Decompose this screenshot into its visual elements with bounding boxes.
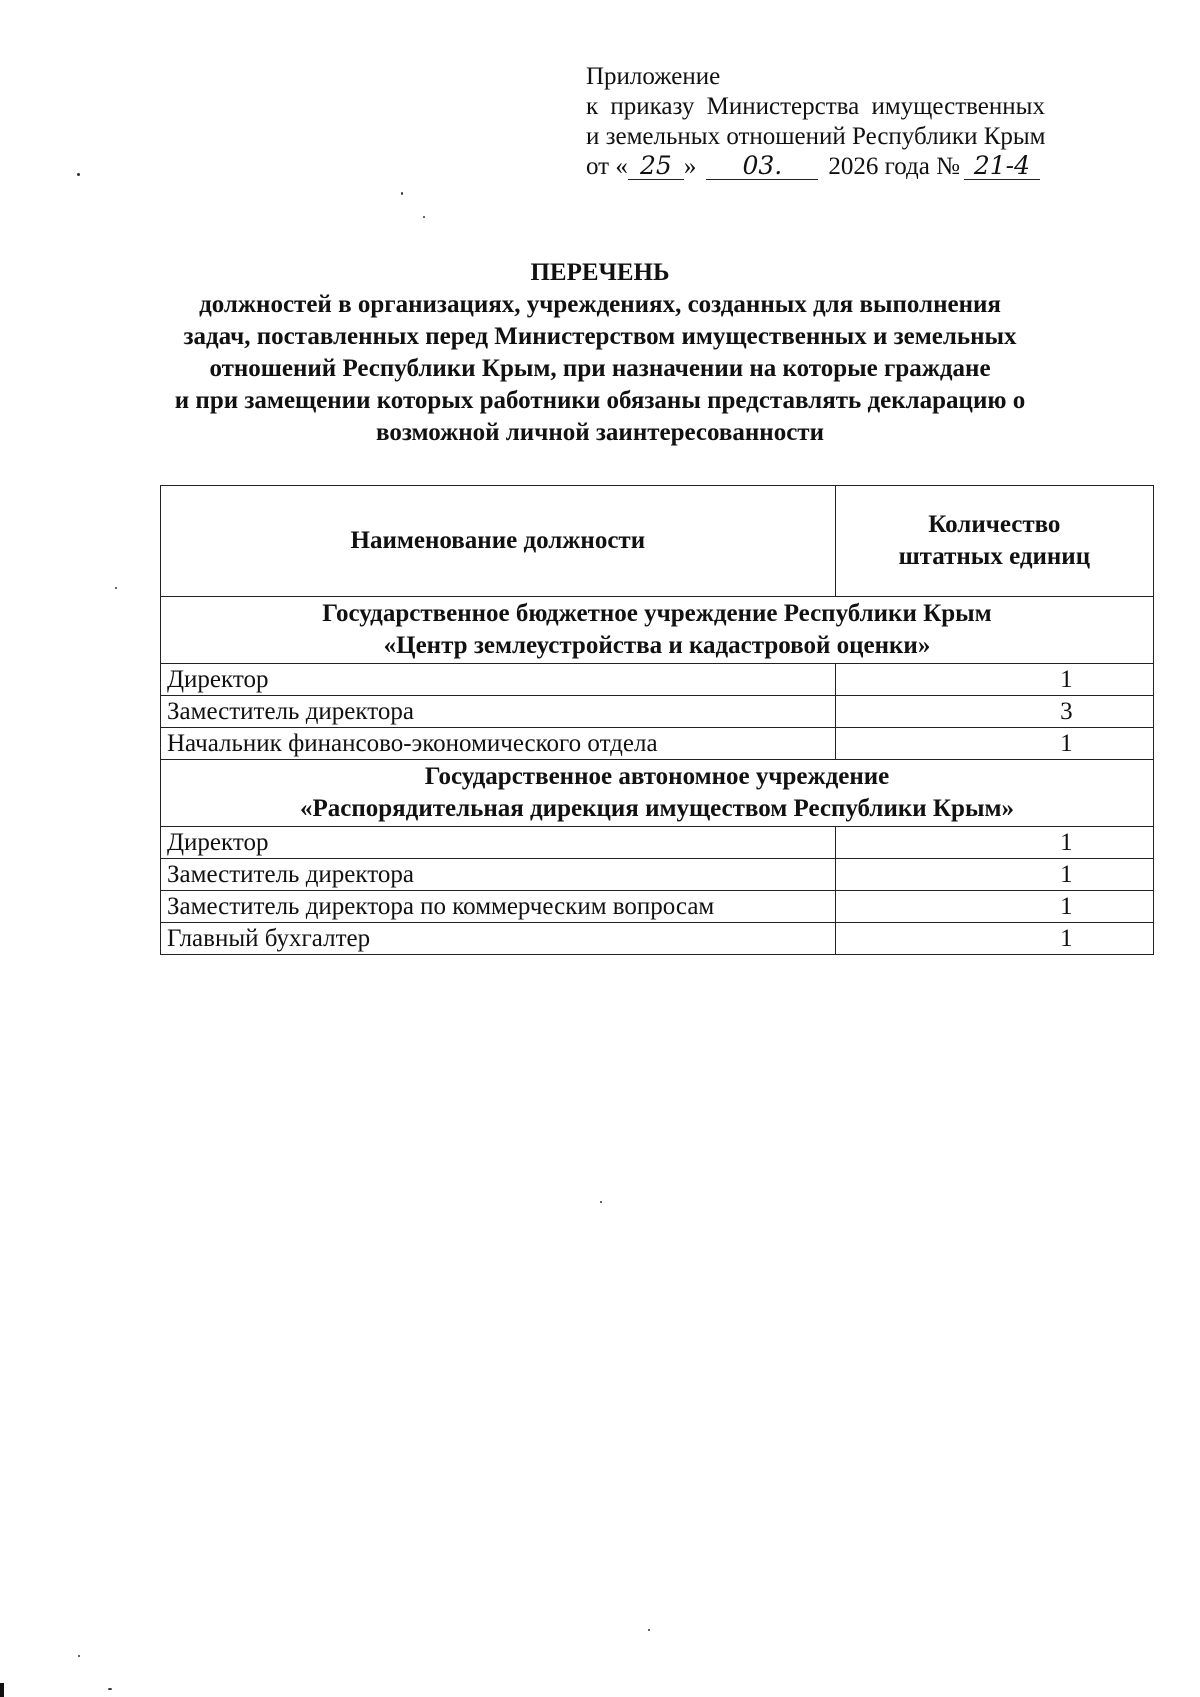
position-count: 1	[835, 827, 1153, 859]
title-heading: ПЕРЕЧЕНЬ	[530, 259, 670, 286]
order-date-line	[586, 152, 1146, 182]
table-row	[161, 923, 1154, 955]
date-prefix: от «	[586, 153, 628, 180]
appendix-header	[586, 62, 1146, 182]
position-title: Главный бухгалтер	[161, 923, 836, 955]
table-row	[161, 696, 1154, 728]
table-row	[161, 891, 1154, 923]
header-staff-count	[835, 486, 1153, 597]
position-title: Заместитель директора	[161, 696, 836, 728]
date-mid: »	[683, 153, 697, 180]
organization-name-line2: «Центр землеустройства и кадастровой оценки»	[383, 632, 931, 659]
position-title: Директор	[161, 827, 836, 859]
appendix-label: Приложение	[586, 63, 721, 90]
title-subtitle-line: и при замещении которых работники обязаны представлять декларацию о	[174, 387, 1026, 414]
scan-speck	[423, 216, 425, 218]
scan-speck	[115, 587, 117, 589]
position-count: 1	[835, 664, 1153, 696]
title-subtitle-line: отношений Республики Крым, при назначении на которые граждане	[209, 355, 991, 382]
position-title: Начальник финансово-экономического отдела	[161, 728, 836, 760]
title-subtitle-line: возможной личной заинтересованности	[376, 419, 824, 446]
scan-speck	[78, 1655, 80, 1657]
header-position-name	[161, 486, 836, 597]
scan-edge-mark	[0, 1683, 4, 1697]
position-count: 1	[835, 728, 1153, 760]
scan-speck	[401, 192, 403, 195]
table-row	[161, 859, 1154, 891]
date-year: 2026 года №	[828, 153, 960, 180]
organization-name-line1: Государственное автономное учреждение	[424, 763, 890, 790]
organization-name	[161, 597, 1154, 664]
position-title: Директор	[161, 664, 836, 696]
organization-row	[161, 760, 1154, 827]
handwritten-order-number: 21-4	[964, 153, 1040, 180]
position-count: 1	[835, 923, 1153, 955]
position-title: Заместитель директора по коммерческим вопросам	[161, 891, 836, 923]
table-row	[161, 728, 1154, 760]
organization-name-line1: Государственное бюджетное учреждение Республики Крым	[322, 600, 992, 627]
position-count: 1	[835, 859, 1153, 891]
organization-name	[161, 760, 1154, 827]
header-staff-count-line2: штатных единиц	[898, 543, 1091, 570]
appendix-ministry-name: и земельных отношений Республики Крым	[586, 123, 1046, 150]
organization-name-line2: «Распорядительная дирекция имуществом Республики Крым»	[299, 795, 1014, 822]
position-count: 1	[835, 891, 1153, 923]
title-subtitle-line: задач, поставленных перед Министерством имущественных и земельных	[183, 323, 1017, 350]
table-header-row	[161, 486, 1154, 597]
scan-speck	[108, 1688, 112, 1690]
organization-row	[161, 597, 1154, 664]
scan-speck	[600, 1201, 602, 1203]
scan-speck	[648, 1629, 650, 1631]
handwritten-month: 03.	[706, 153, 818, 180]
appendix-order-reference: к приказу Министерства имущественных	[586, 93, 1045, 120]
document-title	[140, 257, 1060, 449]
table-row	[161, 664, 1154, 696]
scan-speck	[77, 173, 80, 176]
position-title: Заместитель директора	[161, 859, 836, 891]
handwritten-day: 25	[628, 153, 684, 180]
positions-table-container	[160, 485, 1154, 955]
header-position-name-label: Наименование должности	[350, 527, 646, 554]
header-staff-count-line1: Количество	[928, 511, 1061, 538]
position-count: 3	[835, 696, 1153, 728]
table-row	[161, 827, 1154, 859]
positions-table	[160, 485, 1154, 955]
title-subtitle-line: должностей в организациях, учреждениях, созданных для выполнения	[199, 291, 1001, 318]
